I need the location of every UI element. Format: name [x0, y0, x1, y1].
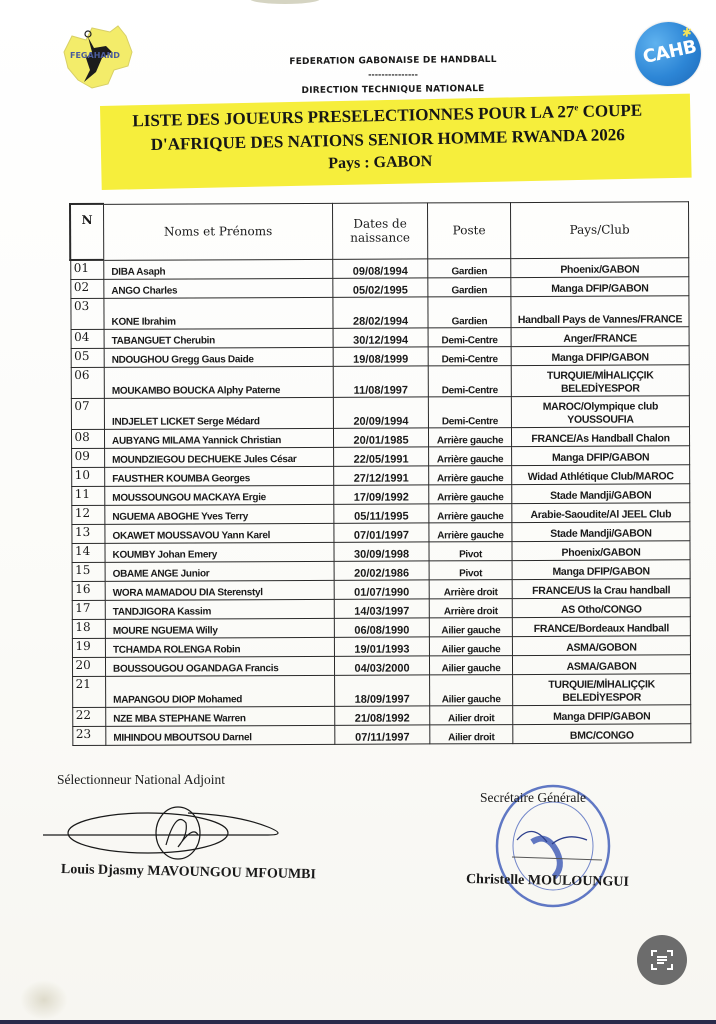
table-row [71, 522, 690, 544]
player-birthdate: 20/01/1985 [333, 428, 428, 447]
table-header-row [70, 201, 689, 260]
player-position: Demi-Centre [428, 366, 511, 397]
player-name: MIHINDOU MBOUTSOU Darnel [106, 725, 335, 745]
player-club: Stade Mandji/GABON [512, 484, 690, 504]
player-club: Widad Athlétique Club/MAROC [512, 465, 690, 485]
player-name: AUBYANG MILAMA Yannick Christian [104, 428, 333, 448]
player-position: Gardien [428, 258, 511, 278]
text-scan-button[interactable] [637, 935, 687, 985]
player-number: 19 [72, 638, 106, 657]
table-row [71, 365, 690, 399]
player-position: Ailier gauche [429, 618, 512, 637]
star-icon: ✱ [679, 24, 693, 41]
player-birthdate: 05/02/1995 [333, 278, 428, 297]
country-label: Pays : GABON [328, 153, 433, 173]
player-name: TABANGUET Cherubin [104, 328, 333, 348]
player-birthdate: 22/05/1991 [334, 447, 429, 466]
banner-line-1-end: COUPE [578, 100, 643, 121]
player-name: NDOUGHOU Gregg Gaus Daide [104, 347, 333, 367]
player-number: 15 [72, 562, 106, 581]
player-number: 22 [72, 707, 106, 726]
player-birthdate: 21/08/1992 [335, 706, 430, 725]
player-club: Manga DFIP/GABON [512, 446, 690, 466]
player-number: 11 [71, 486, 105, 505]
player-number: 16 [72, 581, 106, 600]
table-row [71, 465, 690, 487]
player-number: 05 [71, 348, 105, 367]
player-name: OBAME ANGE Junior [105, 561, 334, 581]
table-row [71, 427, 690, 449]
player-name: DIBA Asaph [104, 259, 333, 279]
player-position: Arrière droit [429, 599, 512, 618]
bottom-nav-bar [0, 1020, 716, 1024]
left-signature [38, 805, 288, 865]
player-club: AS Otho/CONGO [512, 598, 690, 618]
player-number: 01 [70, 260, 104, 280]
player-position: Ailier gauche [429, 656, 512, 675]
player-position: Demi-Centre [428, 347, 511, 366]
player-number: 17 [72, 600, 106, 619]
player-name: OKAWET MOUSSAVOU Yann Karel [105, 523, 334, 543]
player-number: 09 [71, 448, 105, 467]
player-club: BMC/CONGO [513, 724, 691, 744]
player-club: Manga DFIP/GABON [511, 346, 689, 366]
paper-smudge [250, 0, 320, 4]
header-name: Noms et Prénoms [104, 203, 333, 260]
header-number: N [70, 204, 104, 260]
table-row [71, 396, 690, 430]
table-row [72, 560, 691, 582]
player-club: Manga DFIP/GABON [512, 560, 690, 580]
paper-smudge [20, 980, 68, 1020]
player-club: TURQUIE/MİHALIÇÇIK BELEDİYESPOR [513, 674, 691, 706]
player-birthdate: 11/08/1997 [333, 366, 428, 397]
player-name: ANGO Charles [104, 278, 333, 298]
player-birthdate: 19/01/1993 [334, 637, 429, 656]
player-club: Manga DFIP/GABON [513, 705, 691, 725]
player-position: Arrière gauche [429, 466, 512, 485]
player-number: 12 [71, 505, 105, 524]
player-position: Arrière gauche [429, 485, 512, 504]
player-birthdate: 14/03/1997 [334, 599, 429, 618]
player-club: Anger/FRANCE [511, 327, 689, 347]
cahb-logo-text: CAHB [641, 36, 699, 69]
table-row [72, 674, 691, 708]
player-club: Phoenix/GABON [511, 257, 689, 277]
player-name: BOUSSOUGOU OGANDAGA Francis [105, 656, 334, 676]
player-position: Gardien [428, 278, 511, 297]
ordinal-suffix: e [574, 102, 579, 113]
table-row [72, 617, 691, 639]
header-birthdate: Dates de naissance [333, 202, 428, 258]
table-row [70, 277, 689, 299]
player-birthdate: 20/09/1994 [333, 397, 428, 428]
player-birthdate: 01/07/1990 [334, 580, 429, 599]
player-club: ASMA/GOBON [512, 636, 690, 656]
player-club: Handball Pays de Vannes/FRANCE [511, 296, 689, 328]
table-row [72, 705, 691, 727]
table-row [70, 257, 689, 279]
direction-title: DIRECTION TECHNIQUE NATIONALE [301, 84, 485, 96]
fegahand-logo [52, 22, 144, 92]
table-row [71, 541, 690, 563]
player-position: Arrière gauche [429, 504, 512, 523]
player-birthdate: 04/03/2000 [334, 656, 429, 675]
player-club: ASMA/GABON [512, 655, 690, 675]
title-banner [100, 94, 692, 190]
player-position: Arrière gauche [429, 523, 512, 542]
player-name: MOUKAMBO BOUCKA Alphy Paterne [104, 366, 333, 398]
player-birthdate: 18/09/1997 [335, 675, 430, 706]
player-club: Arabie-Saoudite/Al JEEL Club [512, 503, 690, 523]
player-number: 02 [70, 279, 104, 298]
table-row [71, 484, 690, 506]
table-row [72, 636, 691, 658]
player-name: MOURE NGUEMA Willy [105, 618, 334, 638]
player-position: Pivot [429, 561, 512, 580]
player-birthdate: 17/09/1992 [334, 485, 429, 504]
table-row [72, 598, 691, 620]
player-position: Demi-Centre [428, 397, 511, 428]
player-position: Ailier gauche [430, 675, 513, 706]
player-number: 13 [71, 524, 105, 543]
right-signatory-name: Christelle MOULOUNGUI [465, 872, 630, 890]
players-table [69, 200, 691, 746]
player-name: NGUEMA ABOGHE Yves Terry [105, 504, 334, 524]
player-birthdate: 30/09/1998 [334, 542, 429, 561]
table-row [71, 346, 690, 368]
player-number: 10 [71, 467, 105, 486]
player-name: MAPANGOU DIOP Mohamed [106, 675, 335, 707]
player-name: MOUSSOUNGOU MACKAYA Ergie [105, 485, 334, 505]
player-club: Phoenix/GABON [512, 541, 690, 561]
player-number: 23 [72, 726, 106, 745]
player-birthdate: 28/02/1994 [333, 297, 428, 328]
player-club: FRANCE/Bordeaux Handball [512, 617, 690, 637]
player-position: Ailier gauche [429, 637, 512, 656]
banner-line-2: D'AFRIQUE DES NATIONS SENIOR HOMME RWANDA 2026 [150, 125, 626, 154]
player-position: Arrière gauche [429, 447, 512, 466]
player-birthdate: 19/08/1999 [333, 347, 428, 366]
header-club: Pays/Club [511, 201, 689, 258]
player-position: Pivot [429, 542, 512, 561]
player-birthdate: 09/08/1994 [333, 258, 428, 278]
player-name: NZE MBA STEPHANE Warren [106, 706, 335, 726]
player-number: 14 [71, 543, 105, 562]
player-name: KONE Ibrahim [104, 297, 333, 329]
player-name: KOUMBY Johan Emery [105, 542, 334, 562]
player-name: TCHAMDA ROLENGA Robin [105, 637, 334, 657]
player-name: INDJELET LICKET Serge Médard [104, 397, 333, 429]
player-position: Gardien [428, 297, 511, 328]
player-club: MAROC/Olympique club YOUSSOUFIA [511, 396, 689, 428]
right-signatory-title: Secrétaire Générale [480, 790, 587, 805]
player-club: Manga DFIP/GABON [511, 277, 689, 297]
player-position: Arrière droit [429, 580, 512, 599]
player-position: Ailier droit [430, 706, 513, 725]
text-scan-icon [650, 948, 674, 972]
player-birthdate: 27/12/1991 [334, 466, 429, 485]
player-number: 20 [72, 657, 106, 676]
player-number: 07 [71, 398, 105, 429]
player-number: 18 [72, 619, 106, 638]
table-body [70, 257, 691, 745]
player-name: WORA MAMADOU DIA Sterenstyl [105, 580, 334, 600]
fegahand-logo-text: FEGAHAND [70, 51, 120, 60]
table-row [71, 503, 690, 525]
player-club: TURQUIE/MİHALIÇÇIK BELEDİYESPOR [511, 365, 689, 397]
table-row [71, 446, 690, 468]
player-number: 21 [72, 676, 106, 707]
table-row [71, 327, 690, 349]
player-club: FRANCE/US la Crau handball [512, 579, 690, 599]
player-club: Stade Mandji/GABON [512, 522, 690, 542]
federation-title: FEDERATION GABONAISE DE HANDBALL [289, 54, 497, 68]
player-birthdate: 20/02/1986 [334, 561, 429, 580]
left-signatory-title: Sélectionneur National Adjoint [57, 772, 225, 787]
header-separator: --------------- [368, 70, 418, 79]
player-name: TANDJIGORA Kassim [105, 599, 334, 619]
table-row [72, 724, 691, 746]
player-number: 03 [70, 298, 104, 329]
banner-line-1-text: LISTE DES JOUEURS PRESELECTIONNES POUR LA 27 [132, 102, 575, 131]
table-row [72, 579, 691, 601]
player-number: 06 [71, 367, 105, 398]
player-number: 04 [71, 329, 105, 348]
player-birthdate: 30/12/1994 [333, 328, 428, 347]
player-position: Demi-Centre [428, 328, 511, 347]
player-position: Ailier droit [430, 725, 513, 744]
player-club: FRANCE/As Handball Chalon [511, 427, 689, 447]
player-birthdate: 07/01/1997 [334, 523, 429, 542]
player-name: FAUSTHER KOUMBA Georges [105, 466, 334, 486]
header-position: Poste [428, 202, 511, 258]
table-row [72, 655, 691, 677]
player-name: MOUNDZIEGOU DECHUEKE Jules César [105, 447, 334, 467]
table-row [70, 296, 689, 330]
player-number: 08 [71, 429, 105, 448]
player-birthdate: 06/08/1990 [334, 618, 429, 637]
player-position: Arrière gauche [428, 428, 511, 447]
left-signatory-name: Louis Djasmy MAVOUNGOU MFOUMBI [60, 862, 317, 883]
player-birthdate: 05/11/1995 [334, 504, 429, 523]
players-table-wrapper [69, 200, 691, 746]
player-birthdate: 07/11/1997 [335, 725, 430, 744]
